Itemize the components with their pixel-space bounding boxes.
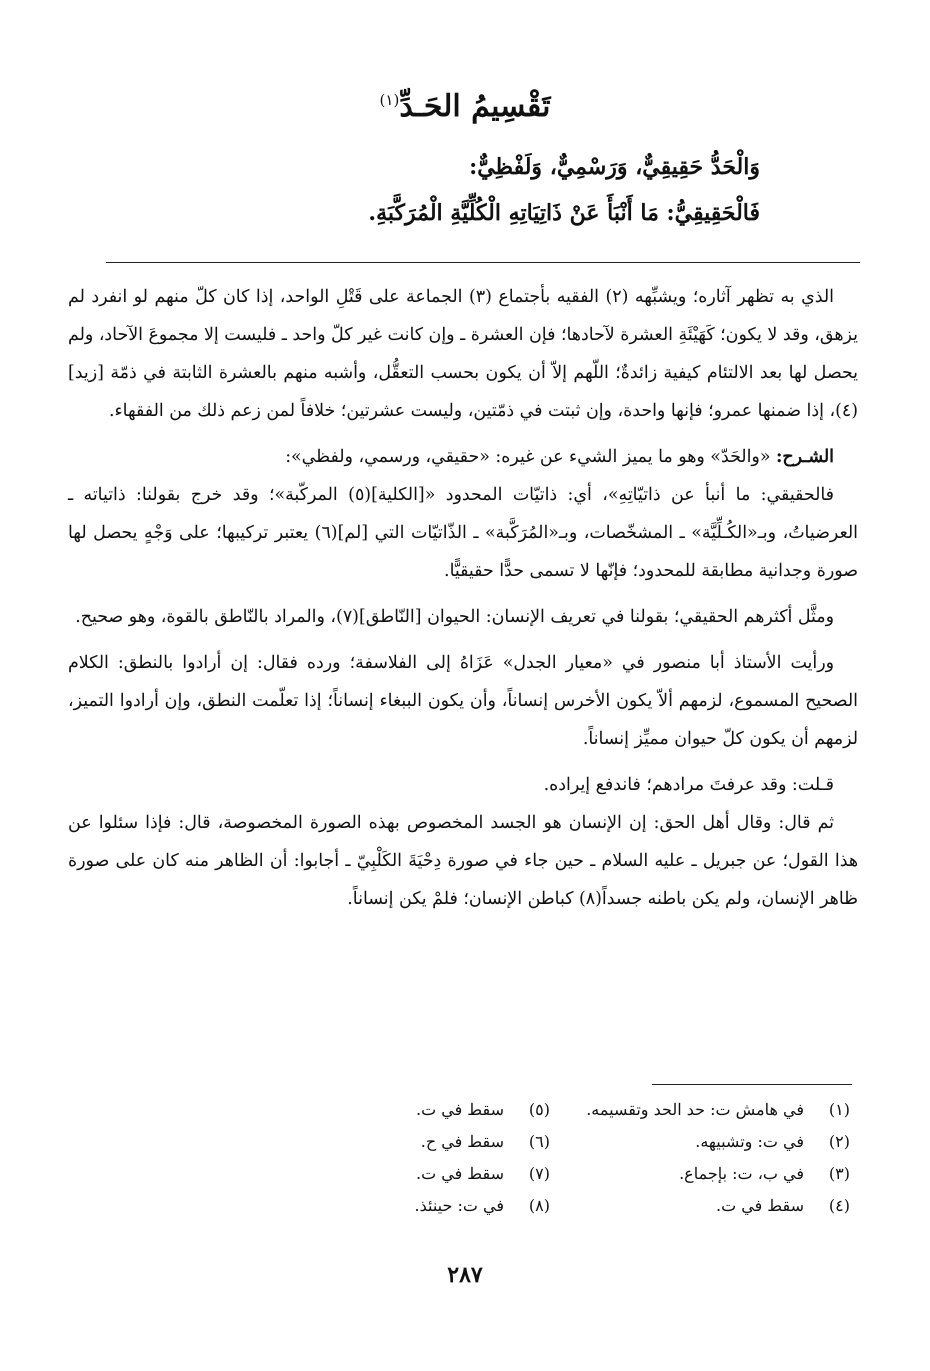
commentary-paragraph: فالحقيقي: ما أنبأ عن ذاتيّاتِهِ»، أي: ذاتيّات المحدود «[الكلية](٥) المركّبة»؛ وقد خرج بقولنا: ذاتياته ـ العرضياتُ، وبـ«الكُـلِّيَّة» ـ المشخّصات، وبـ«المُرَكَّبة» ـ الذّاتيّات التي [لم](٦) يعتبر تركيبها؛ على وَجْهٍ يحصل لها صورة وجدانية مطابقة للمحدود؛ فإنّها لا تسمى حدًّا حقيقيًّا.: [68, 485, 858, 581]
footnote: [550, 1190, 850, 1222]
footnote-number: (٨): [528, 1196, 550, 1215]
commentary-paragraph: ومثَّل أكثرهم الحقيقي؛ بقولنا في تعريف الإنسان: الحيوان [النّاطق](٧)، والمراد بالنّاطق بالقوة، وهو صحيح.: [75, 607, 834, 627]
footnote-number: (١): [828, 1100, 850, 1119]
commentary-text: وقد عرفتَ مرادهم؛ فاندفع إيراده.: [543, 775, 787, 795]
footnote-text: سقط في ت.: [416, 1164, 504, 1183]
footnote: [250, 1126, 550, 1158]
footnote-separator-rule: [652, 1084, 852, 1085]
footnote: [550, 1126, 850, 1158]
section-title: [0, 78, 930, 129]
footnote-number: (٧): [528, 1164, 550, 1183]
matn-separator-rule: [106, 262, 860, 263]
qultu-label: قـلت:: [791, 775, 834, 795]
footnotes-column-right: [550, 1094, 850, 1222]
commentary-text: «والحَدّ» وهو ما يميز الشيء عن غيره: «حقيقي، ورسمي، ولفظي»:: [285, 447, 771, 467]
page-number: ٢٨٧: [447, 1262, 483, 1288]
commentary-body: [68, 278, 858, 918]
commentary-paragraph: ثم قال: وقال أهل الحق: إن الإنسان هو الجسد المخصوص بهذه الصورة المخصوصة، قال: فإذا سئلوا عن هذا القول؛ عن جبريل ـ عليه السلام ـ حين جاء في صورة دِحْيَةَ الكَلْبِيّ ـ أجابوا: أن الظاهر منه كان على صورة ظاهر الإنسان، ولم يكن باطنه جسداً(٨) كباطن الإنسان؛ فلمْ يكن إنساناً.: [68, 813, 858, 909]
footnote-number: (٤): [828, 1196, 850, 1215]
footnote-number: (٢): [828, 1132, 850, 1151]
footnote: [250, 1158, 550, 1190]
footnote: [550, 1094, 850, 1126]
footnote-text: سقط في ت.: [416, 1100, 504, 1119]
footnote-text: في ت: حينئذ.: [414, 1196, 504, 1215]
commentary-paragraph: الذي به تظهر آثاره؛ ويشبِّهه (٢) الفقيه بأجتماع (٣) الجماعة على قَتْلِ الواحد، إذا كان كلّ منهم لو انفرد لم يزهق، وقد لا يكون؛ كَهَيْئَةِ العشرة لآحادها؛ فإن العشرة ـ وإن كانت غير كلّ واحد ـ فليست إلا مجموعَ الآحاد، ولم يحصل لها بعد الالتئام كيفية زائدةٌ؛ اللّهم إلاّ أن يكون بحسب التعقُّل، وأشبه منهم بالعشرة الثابتة في ذمّة [زيد](٤)، إذا ضمنها عمرو؛ فإنها واحدة، وإن ثبتت في ذمّتين، وليست عشرتين؛ خلافاً لمن زعم ذلك من الفقهاء.: [68, 287, 858, 421]
sharh-label: الشـرح:: [776, 447, 834, 467]
footnote-text: في هامش ت: حد الحد وتقسيمه.: [586, 1100, 804, 1119]
footnote: [250, 1190, 550, 1222]
title-text: تَقْسِيمُ الحَـدِّ: [399, 89, 551, 124]
commentary-paragraph: [68, 438, 858, 476]
title-footnote-marker: (١): [379, 91, 400, 109]
matn-line-2: فَالْحَقِيقِيُّ: مَا أَنْبَأَ عَنْ ذَاتِيَاتِهِ الْكُلِّيَّةِ الْمُرَكَّبَةِ.: [368, 200, 760, 226]
footnote: [250, 1094, 550, 1126]
footnotes-column-left: [250, 1094, 550, 1222]
footnote-number: (٦): [528, 1132, 550, 1151]
footnote-number: (٣): [828, 1164, 850, 1183]
footnote-text: في ت: وتشبيهه.: [695, 1132, 804, 1151]
footnote-text: في ب، ت: بإجماع.: [679, 1164, 804, 1183]
footnote-number: (٥): [528, 1100, 550, 1119]
matn-line-1: وَالْحَدُّ حَقِيقِيٌّ، وَرَسْمِيٌّ، وَلَفْظِيٌّ:: [469, 154, 760, 180]
commentary-paragraph: [68, 766, 858, 804]
footnote-text: سقط في ح.: [420, 1132, 504, 1151]
footnote-text: سقط في ت.: [716, 1196, 804, 1215]
commentary-paragraph: ورأيت الأستاذ أبا منصور في «معيار الجدل» عَزَاهُ إلى الفلاسفة؛ ورده فقال: إن أرادوا بالنطق: الكلام الصحيح المسموع، لزمهم ألاّ يكون الأخرس إنساناً، وأن يكون الببغاء إنساناً؛ إذا تعلّمت النطق، وإن أرادوا التميز، لزمهم أن يكون كلّ حيوان مميِّز إنساناً.: [68, 653, 858, 749]
footnote: [550, 1158, 850, 1190]
